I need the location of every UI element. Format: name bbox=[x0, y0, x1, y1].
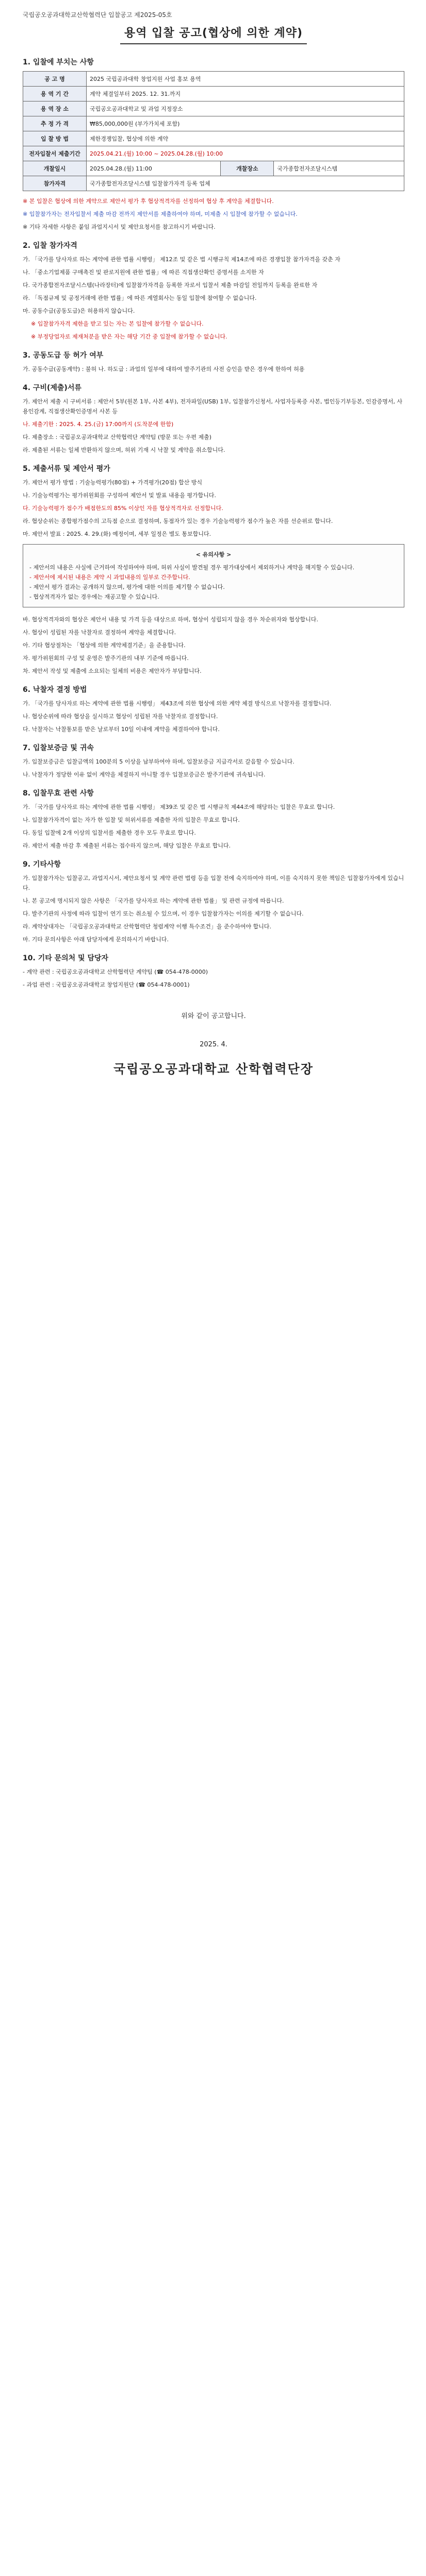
section-3-heading: 3. 공동도급 등 허가 여부 bbox=[23, 351, 104, 360]
section-1-heading: 1. 입찰에 부치는 사항 bbox=[23, 58, 94, 66]
list-item: 마. 제안서 발표 : 2025. 4. 29.(화) 예정이며, 세부 일정은 별도 통보합니다. bbox=[23, 531, 211, 537]
table-value: 계약 체결일부터 2025. 12. 31.까지 bbox=[87, 87, 404, 101]
list-item: 가. 「국가를 당사자로 하는 계약에 관한 법률 시행령」 제39조 및 같은 법 시행규칙 제44조에 해당하는 입찰은 무효로 합니다. bbox=[23, 804, 335, 810]
list-item: 나. 협상순위에 따라 협상을 실시하고 협상이 성립된 자를 낙찰자로 결정합니다. bbox=[23, 713, 218, 720]
table-value: 국가종합전자조달시스템 bbox=[274, 161, 404, 176]
list-item: 마. 기타 문의사항은 아래 담당자에게 문의하시기 바랍니다. bbox=[23, 936, 169, 943]
list-item: 나. 본 공고에 명시되지 않은 사항은 「국가를 당사자로 하는 계약에 관한 법률」 및 관련 규정에 따릅니다. bbox=[23, 897, 284, 904]
table-label: 개찰장소 bbox=[221, 161, 274, 176]
list-item: 라. 협상순위는 종합평가점수의 고득점 순으로 결정하며, 동점자가 있는 경우 기술능력평가 점수가 높은 자를 선순위로 합니다. bbox=[23, 518, 333, 524]
section-9-body bbox=[23, 873, 404, 944]
list-item: 마. 공동수급(공동도급)은 허용하지 않습니다. bbox=[23, 308, 135, 314]
section-5-body bbox=[23, 478, 404, 539]
contact-line: - 계약 관련 : 국립공오공과대학교 산학협력단 계약팀 (☎ 054-478-0000) bbox=[23, 969, 208, 975]
note-line: ※ 기타 자세한 사항은 붙임 과업지시서 및 제안요청서를 참고하시기 바랍니다. bbox=[23, 224, 216, 230]
title-wrap bbox=[23, 24, 404, 44]
list-item: 라. 계약상대자는 「국립공오공과대학교 산학협력단 청렴계약 이행 특수조건」을 준수하여야 합니다. bbox=[23, 923, 272, 930]
list-item: 가. 「국가를 당사자로 하는 계약에 관한 법률 시행령」 제12조 및 같은 법 시행규칙 제14조에 따른 경쟁입찰 참가자격을 갖춘 자 bbox=[23, 256, 340, 263]
list-item: - 협상적격자가 없는 경우에는 재공고할 수 있습니다. bbox=[29, 594, 159, 600]
section-2-body bbox=[23, 255, 404, 342]
caution-box-title: < 유의사항 > bbox=[195, 551, 232, 558]
section-6-body bbox=[23, 699, 404, 734]
list-item: - 제안서의 내용은 사실에 근거하여 작성하여야 하며, 허위 사실이 발견될 경우 평가대상에서 제외하거나 계약을 해지할 수 있습니다. bbox=[29, 564, 355, 571]
list-item: 라. 제출된 서류는 일체 반환하지 않으며, 허위 기재 시 낙찰 및 계약을 취소합니다. bbox=[23, 447, 225, 453]
table-row bbox=[23, 176, 404, 191]
section-5-after bbox=[23, 615, 404, 676]
note-line: ※ 입찰참가자는 전자입찰서 제출 마감 전까지 제안서를 제출하여야 하며, 미제출 시 입찰에 참가할 수 없습니다. bbox=[23, 211, 298, 217]
table-row bbox=[23, 87, 404, 101]
table-row bbox=[23, 161, 404, 176]
section-8-body bbox=[23, 802, 404, 851]
list-item: 나. 「중소기업제품 구매촉진 및 판로지원에 관한 법률」에 따른 직접생산확인 증명서를 소지한 자 bbox=[23, 269, 264, 276]
table-row bbox=[23, 116, 404, 131]
table-row bbox=[23, 72, 404, 87]
header-line: 국립공오공과대학교산학협력단 입찰공고 제2025-05호 bbox=[23, 11, 172, 19]
table-label: 공 고 명 bbox=[23, 72, 87, 87]
list-item: 사. 협상이 성립된 자를 낙찰자로 결정하여 계약을 체결합니다. bbox=[23, 629, 176, 636]
list-item: 가. 제안서 평가 방법 : 기술능력평가(80점) + 가격평가(20점) 합산 방식 bbox=[23, 479, 203, 486]
section-8-heading: 8. 입찰무효 관련 사항 bbox=[23, 789, 94, 798]
note-line: ※ 본 입찰은 협상에 의한 계약으로 제안서 평가 후 협상적격자를 선정하여 협상 후 계약을 체결합니다. bbox=[23, 198, 274, 205]
section-3-body bbox=[23, 364, 404, 374]
list-item: 가. 입찰보증금은 입찰금액의 100분의 5 이상을 납부하여야 하며, 입찰보증금 지급각서로 갈음할 수 있습니다. bbox=[23, 758, 294, 765]
table-label: 입 찰 방 법 bbox=[23, 131, 87, 146]
list-item: 나. 입찰참가자격이 없는 자가 한 입찰 및 허위서류를 제출한 자의 입찰은 무효로 합니다. bbox=[23, 817, 240, 823]
list-item: 다. 제출장소 : 국립공오공과대학교 산학협력단 계약팀 (방문 또는 우편 제출) bbox=[23, 434, 212, 440]
contact-line: - 과업 관련 : 국립공오공과대학교 창업지원단 (☎ 054-478-0001) bbox=[23, 981, 190, 988]
section-4-heading: 4. 구비(제출)서류 bbox=[23, 384, 81, 392]
list-item: 차. 제안서 작성 및 제출에 소요되는 일체의 비용은 제안자가 부담합니다. bbox=[23, 668, 202, 674]
table-value: ₩85,000,000원 (부가가치세 포함) bbox=[87, 116, 404, 131]
table-value: 2025 국립공과대학 창업지원 사업 홍보 용역 bbox=[87, 72, 404, 87]
section-9-heading: 9. 기타사항 bbox=[23, 860, 61, 869]
table-row bbox=[23, 131, 404, 146]
list-item: 다. 낙찰자는 낙찰통보를 받은 날로부터 10일 이내에 계약을 체결하여야 합니다. bbox=[23, 726, 220, 733]
bid-info-table bbox=[23, 71, 404, 191]
table-row bbox=[23, 146, 404, 161]
contact-body bbox=[23, 967, 404, 990]
table-row bbox=[23, 101, 404, 116]
list-item: 가. 제안서 제출 시 구비서류 : 제안서 5부(원본 1부, 사본 4부), 전자파일(USB) 1부, 입찰참가신청서, 사업자등록증 사본, 법인등기부등본, 인감증명서, 사용인감계, 직접생산확인증명서 사본 등 bbox=[23, 398, 403, 415]
sub-note: ※ 입찰참가자격 제한을 받고 있는 자는 본 입찰에 참가할 수 없습니다. bbox=[31, 320, 204, 327]
table-label: 용 역 기 간 bbox=[23, 87, 87, 101]
list-item: 다. 기술능력평가 점수가 배점한도의 85% 이상인 자를 협상적격자로 선정합니다. bbox=[23, 505, 223, 512]
page-title: 용역 입찰 공고(협상에 의한 계약) bbox=[120, 24, 307, 44]
section-5-heading: 5. 제출서류 및 제안서 평가 bbox=[23, 465, 110, 473]
list-item: 자. 평가위원회의 구성 및 운영은 발주기관의 내부 기준에 따릅니다. bbox=[23, 655, 189, 662]
table-value: 국가종합전자조달시스템 입찰참가자격 등록 업체 bbox=[87, 176, 404, 191]
section-7-heading: 7. 입찰보증금 및 귀속 bbox=[23, 744, 94, 752]
closing-text: 위와 같이 공고합니다. bbox=[181, 1012, 246, 1020]
section-4-body bbox=[23, 397, 404, 455]
table-label: 참가자격 bbox=[23, 176, 87, 191]
list-item: 라. 제안서 제출 마감 후 제출된 서류는 접수하지 않으며, 해당 입찰은 무효로 합니다. bbox=[23, 842, 231, 849]
issuing-organization: 국립공오공과대학교 산학협력단장 bbox=[113, 1062, 314, 1076]
list-item: 가. 공동수급(공동계약) : 불허 나. 하도급 : 과업의 일부에 대하여 발주기관의 사전 승인을 받은 경우에 한하여 허용 bbox=[23, 366, 305, 372]
table-value: 2025.04.21.(월) 10:00 ~ 2025.04.28.(월) 10:00 bbox=[87, 146, 404, 161]
contact-heading: 10. 기타 문의처 및 담당자 bbox=[23, 954, 109, 962]
section-7-body bbox=[23, 757, 404, 779]
list-item: - 제안서에 제시된 내용은 계약 시 과업내용의 일부로 간주합니다. bbox=[29, 574, 190, 581]
table-label: 추 정 가 격 bbox=[23, 116, 87, 131]
table-value: 2025.04.28.(월) 11:00 bbox=[87, 161, 221, 176]
table-label: 전자입찰서 제출기간 bbox=[23, 146, 87, 161]
table-value: 국립공오공과대학교 및 과업 지정장소 bbox=[87, 101, 404, 116]
announcement-date: 2025. 4. bbox=[200, 1041, 227, 1048]
list-item: 다. 발주기관의 사정에 따라 입찰이 연기 또는 취소될 수 있으며, 이 경우 입찰참가자는 이의를 제기할 수 없습니다. bbox=[23, 910, 304, 917]
document bbox=[23, 10, 404, 1077]
list-item: 나. 낙찰자가 정당한 이유 없이 계약을 체결하지 아니할 경우 입찰보증금은 발주기관에 귀속됩니다. bbox=[23, 771, 266, 778]
section-1-notes bbox=[23, 196, 404, 232]
sub-note: ※ 부정당업자로 제재처분을 받은 자는 해당 기간 중 입찰에 참가할 수 없습니다. bbox=[31, 333, 227, 340]
table-label: 개찰일시 bbox=[23, 161, 87, 176]
list-item: 나. 제출기한 : 2025. 4. 25.(금) 17:00까지 (도착분에 한함) bbox=[23, 421, 174, 428]
table-value: 제한경쟁입찰, 협상에 의한 계약 bbox=[87, 131, 404, 146]
list-item: 라. 「독점규제 및 공정거래에 관한 법률」에 따른 계열회사는 동일 입찰에 참여할 수 없습니다. bbox=[23, 295, 257, 301]
list-item: - 제안서 평가 결과는 공개하지 않으며, 평가에 대한 이의를 제기할 수 없습니다. bbox=[29, 584, 225, 590]
section-2-heading: 2. 입찰 참가자격 bbox=[23, 242, 77, 250]
list-item: 가. 입찰참가자는 입찰공고, 과업지시서, 제안요청서 및 계약 관련 법령 등을 입찰 전에 숙지하여야 하며, 이를 숙지하지 못한 책임은 입찰참가자에게 있습니다. bbox=[23, 875, 404, 891]
caution-box bbox=[23, 544, 404, 607]
list-item: 아. 기타 협상절차는 「협상에 의한 계약체결기준」을 준용합니다. bbox=[23, 642, 186, 649]
list-item: 나. 기술능력평가는 평가위원회를 구성하여 제안서 및 발표 내용을 평가합니다. bbox=[23, 492, 216, 499]
list-item: 바. 협상적격자와의 협상은 제안서 내용 및 가격 등을 대상으로 하며, 협상이 성립되지 않을 경우 차순위자와 협상합니다. bbox=[23, 616, 318, 623]
section-6-heading: 6. 낙찰자 결정 방법 bbox=[23, 686, 87, 694]
list-item: 다. 동일 입찰에 2개 이상의 입찰서를 제출한 경우 모두 무효로 합니다. bbox=[23, 829, 196, 836]
list-item: 다. 국가종합전자조달시스템(나라장터)에 입찰참가자격을 등록한 자로서 입찰서 제출 마감일 전일까지 등록을 완료한 자 bbox=[23, 282, 318, 289]
table-label: 용 역 장 소 bbox=[23, 101, 87, 116]
list-item: 가. 「국가를 당사자로 하는 계약에 관한 법률 시행령」 제43조에 의한 협상에 의한 계약 체결 방식으로 낙찰자를 결정합니다. bbox=[23, 700, 332, 707]
